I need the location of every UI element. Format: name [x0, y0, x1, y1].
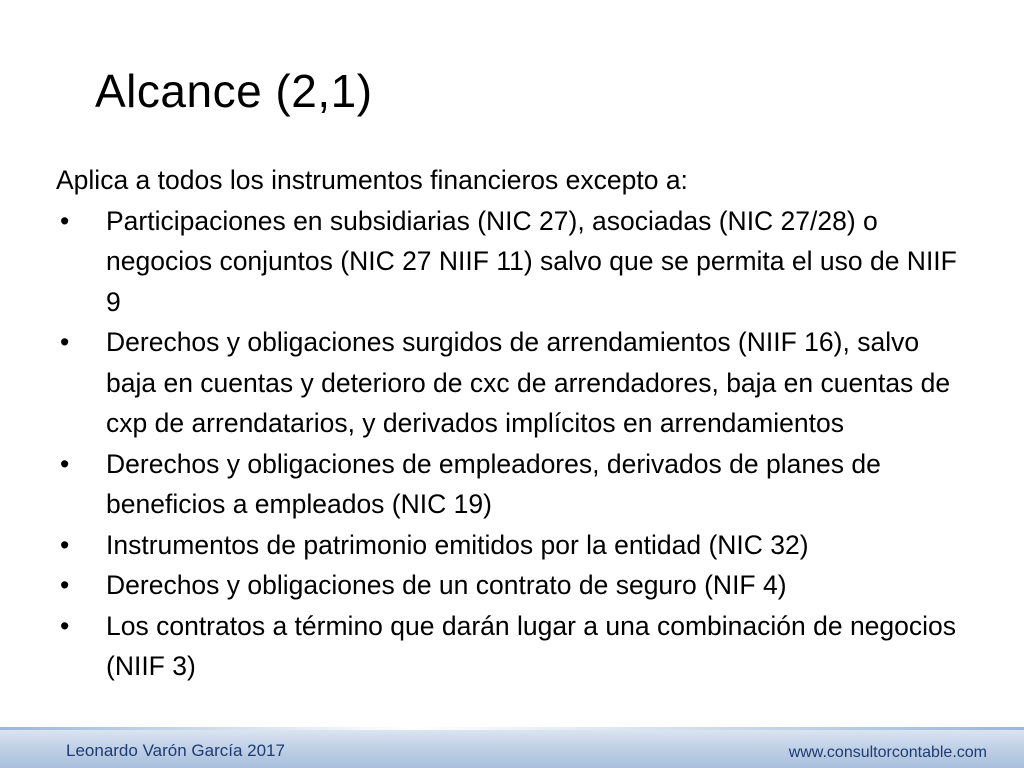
- bullet-icon: •: [60, 448, 70, 479]
- footer-website: www.consultorcontable.com: [788, 744, 987, 761]
- footer-divider: [0, 727, 1024, 730]
- slide-title: Alcance (2,1): [95, 64, 373, 117]
- bullet-item: [56, 565, 976, 606]
- bullet-item: [56, 322, 976, 444]
- bullet-text: Derechos y obligaciones de empleadores, derivados de planes de beneficios a empleados (NIC 19): [106, 448, 881, 519]
- bullet-item: [56, 201, 976, 323]
- bullet-item: [56, 606, 976, 687]
- bullet-text: Instrumentos de patrimonio emitidos por la entidad (NIC 32): [106, 529, 809, 560]
- bullet-text: Los contratos a término que darán lugar a una combinación de negocios (NIIF 3): [106, 610, 957, 681]
- bullet-list: [56, 201, 976, 687]
- footer-author: Leonardo Varón García 2017: [66, 741, 285, 760]
- bullet-text: Derechos y obligaciones surgidos de arrendamientos (NIIF 16), salvo baja en cuentas y deterioro de cxc de arrendadores, baja en cuentas de cxp de arrendatarios, y derivados implícitos en arrendamientos: [106, 327, 951, 438]
- bullet-icon: •: [60, 327, 70, 357]
- bullet-text: Derechos y obligaciones de un contrato de seguro (NIF 4): [106, 570, 787, 600]
- intro-text: Aplica a todos los instrumentos financieros excepto a:: [56, 165, 688, 195]
- bullet-item: [56, 444, 976, 525]
- bullet-icon: •: [60, 529, 70, 560]
- bullet-icon: •: [60, 610, 70, 641]
- bullet-icon: •: [60, 570, 70, 600]
- slide-content: [56, 160, 976, 687]
- bullet-item: [56, 525, 976, 566]
- bullet-text: Participaciones en subsidiarias (NIC 27), asociadas (NIC 27/28) o negocios conjuntos (NIC 27 NIIF 11) salvo que se permita el uso de NIIF 9: [106, 205, 957, 317]
- bullet-icon: •: [60, 205, 70, 236]
